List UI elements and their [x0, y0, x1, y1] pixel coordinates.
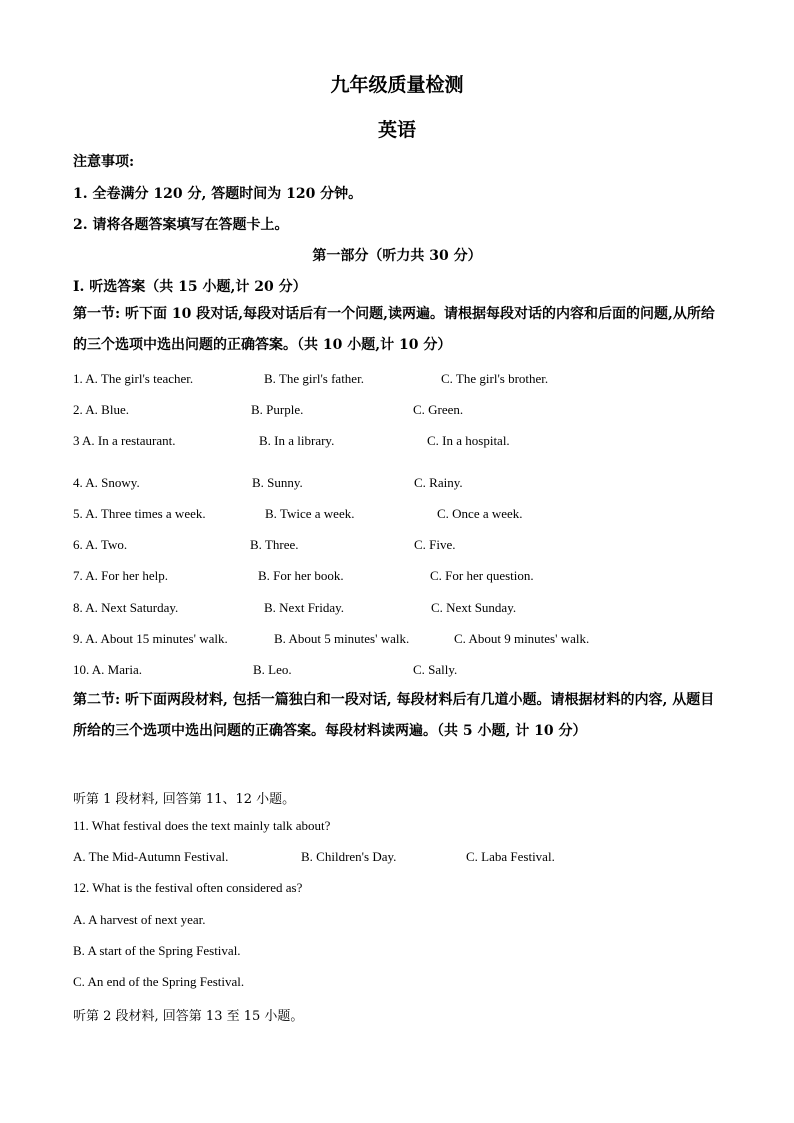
option-b: B. Purple. [251, 402, 304, 417]
option-a: 7. A. For her help. [73, 568, 168, 583]
option-b: B. Twice a week. [265, 506, 355, 521]
section-2-instructions: 第二节: 听下面两段材料, 包括一篇独白和一段对话, 每段材料后有几道小题。请根据材料的内容, 从题目所给的三个选项中选出问题的正确答案。每段材料读两遍。（共 5 小题, 计 10 分） [73, 692, 715, 739]
option-c: C. Five. [414, 537, 456, 552]
option-b: B. A start of the Spring Festival. [73, 943, 241, 958]
question-12-stem: 12. What is the festival often considered as? [73, 880, 303, 895]
option-c: C. About 9 minutes' walk. [454, 631, 590, 646]
notes-item-1: 1. 全卷满分 120 分, 答题时间为 120 分钟。 [73, 186, 363, 202]
notes-item-2: 2. 请将各题答案填写在答题卡上。 [73, 217, 289, 233]
material-2-intro: 听第 2 段材料, 回答第 13 至 15 小题。 [73, 1009, 304, 1024]
option-c: C. The girl's brother. [441, 371, 549, 386]
option-b: B. About 5 minutes' walk. [274, 631, 410, 646]
option-c: C. In a hospital. [427, 433, 510, 448]
option-a: 8. A. Next Saturday. [73, 600, 179, 615]
option-a: 4. A. Snowy. [73, 475, 140, 490]
option-c: C. Sally. [413, 662, 458, 677]
notes-heading: 注意事项: [73, 154, 135, 170]
option-a: 3 A. In a restaurant. [73, 433, 176, 448]
option-c: C. Green. [413, 402, 464, 417]
option-a: 2. A. Blue. [73, 402, 129, 417]
option-c: C. Laba Festival. [466, 849, 555, 864]
option-a: A. The Mid-Autumn Festival. [73, 849, 229, 864]
section-I-heading: I. 听选答案（共 15 小题,计 20 分） [73, 279, 307, 295]
option-a: 5. A. Three times a week. [73, 506, 206, 521]
option-c: C. Once a week. [437, 506, 523, 521]
option-a: 6. A. Two. [73, 537, 128, 552]
question-11-stem: 11. What festival does the text mainly talk about? [73, 818, 331, 833]
option-c: C. For her question. [430, 568, 534, 583]
option-b: B. For her book. [258, 568, 344, 583]
option-c: C. An end of the Spring Festival. [73, 974, 245, 989]
option-b: B. Three. [250, 537, 299, 552]
option-b: B. Leo. [253, 662, 292, 677]
option-a: A. A harvest of next year. [73, 912, 206, 927]
option-b: B. Next Friday. [264, 600, 345, 615]
option-b: B. The girl's father. [264, 371, 364, 386]
part1-title: 第一部分（听力共 30 分） [312, 248, 482, 264]
option-a: 10. A. Maria. [73, 662, 142, 677]
option-b: B. In a library. [259, 433, 335, 448]
material-1-intro: 听第 1 段材料, 回答第 11、12 小题。 [73, 792, 296, 807]
option-c: C. Next Sunday. [431, 600, 517, 615]
option-b: B. Children's Day. [301, 849, 397, 864]
option-b: B. Sunny. [252, 475, 303, 490]
option-c: C. Rainy. [414, 475, 463, 490]
subject-title: 英语 [377, 119, 416, 141]
section-1-instructions: 第一节: 听下面 10 段对话,每段对话后有一个问题,读两遍。请根据每段对话的内容和后面的问题,从所给的三个选项中选出问题的正确答案。（共 10 小题,计 10 分） [73, 306, 715, 353]
option-a: 1. A. The girl's teacher. [73, 371, 194, 386]
option-a: 9. A. About 15 minutes' walk. [73, 631, 228, 646]
exam-title: 九年级质量检测 [330, 74, 464, 96]
